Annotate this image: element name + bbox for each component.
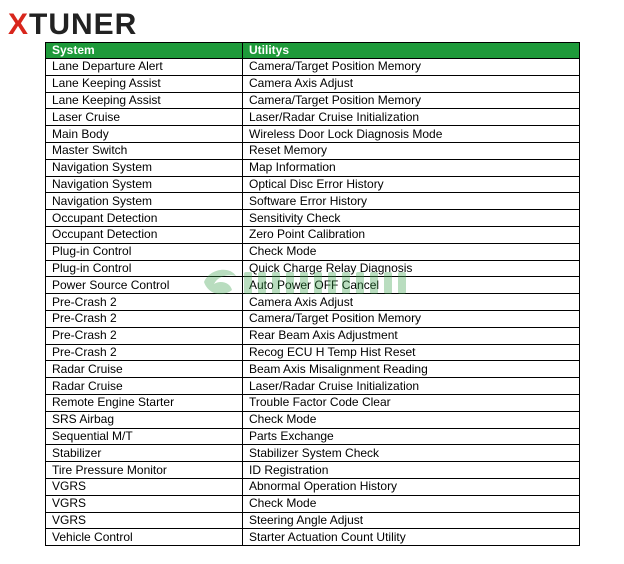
cell-system: Pre-Crash 2 <box>46 310 243 327</box>
cell-utility: ID Registration <box>243 462 580 479</box>
table-row <box>46 445 580 462</box>
table-row <box>46 310 580 327</box>
cell-utility: Camera Axis Adjust <box>243 294 580 311</box>
cell-system: Power Source Control <box>46 277 243 294</box>
table-row <box>46 512 580 529</box>
table-row <box>46 176 580 193</box>
table-row <box>46 478 580 495</box>
cell-utility: Check Mode <box>243 243 580 260</box>
cell-system: Occupant Detection <box>46 226 243 243</box>
cell-utility: Parts Exchange <box>243 428 580 445</box>
cell-utility: Laser/Radar Cruise Initialization <box>243 109 580 126</box>
cell-utility: Camera/Target Position Memory <box>243 59 580 76</box>
utilities-table <box>45 42 580 546</box>
cell-utility: Quick Charge Relay Diagnosis <box>243 260 580 277</box>
table-row <box>46 277 580 294</box>
cell-utility: Optical Disc Error History <box>243 176 580 193</box>
cell-utility: Steering Angle Adjust <box>243 512 580 529</box>
cell-utility: Reset Memory <box>243 142 580 159</box>
cell-system: Tire Pressure Monitor <box>46 462 243 479</box>
table-row <box>46 243 580 260</box>
table-row <box>46 159 580 176</box>
table-row <box>46 59 580 76</box>
cell-system: VGRS <box>46 495 243 512</box>
table-row <box>46 361 580 378</box>
cell-system: Pre-Crash 2 <box>46 344 243 361</box>
cell-utility: Trouble Factor Code Clear <box>243 394 580 411</box>
cell-system: Pre-Crash 2 <box>46 294 243 311</box>
cell-system: Stabilizer <box>46 445 243 462</box>
cell-utility: Sensitivity Check <box>243 210 580 227</box>
cell-utility: Auto Power OFF Cancel <box>243 277 580 294</box>
cell-utility: Map Information <box>243 159 580 176</box>
cell-utility: Starter Actuation Count Utility <box>243 529 580 546</box>
table-row <box>46 75 580 92</box>
header-utilitys: Utilitys <box>243 43 580 59</box>
cell-utility: Wireless Door Lock Diagnosis Mode <box>243 126 580 143</box>
cell-system: Main Body <box>46 126 243 143</box>
cell-system: SRS Airbag <box>46 411 243 428</box>
table-row <box>46 327 580 344</box>
table-body <box>46 59 580 546</box>
table-row <box>46 495 580 512</box>
table-row <box>46 394 580 411</box>
logo-text: TUNER <box>29 8 138 41</box>
cell-system: Radar Cruise <box>46 378 243 395</box>
table-row <box>46 260 580 277</box>
cell-utility: Laser/Radar Cruise Initialization <box>243 378 580 395</box>
cell-utility: Check Mode <box>243 495 580 512</box>
table-row <box>46 462 580 479</box>
cell-system: Vehicle Control <box>46 529 243 546</box>
cell-utility: Check Mode <box>243 411 580 428</box>
cell-utility: Abnormal Operation History <box>243 478 580 495</box>
cell-system: Remote Engine Starter <box>46 394 243 411</box>
cell-utility: Rear Beam Axis Adjustment <box>243 327 580 344</box>
cell-system: Laser Cruise <box>46 109 243 126</box>
cell-system: Navigation System <box>46 159 243 176</box>
table-header-row <box>46 43 580 59</box>
cell-system: Occupant Detection <box>46 210 243 227</box>
table-row <box>46 109 580 126</box>
cell-system: VGRS <box>46 512 243 529</box>
cell-utility: Camera/Target Position Memory <box>243 92 580 109</box>
table-row <box>46 378 580 395</box>
cell-utility: Stabilizer System Check <box>243 445 580 462</box>
cell-utility: Camera/Target Position Memory <box>243 310 580 327</box>
table-row <box>46 142 580 159</box>
cell-utility: Camera Axis Adjust <box>243 75 580 92</box>
logo-x: X <box>8 8 30 41</box>
cell-system: Lane Departure Alert <box>46 59 243 76</box>
cell-system: Radar Cruise <box>46 361 243 378</box>
cell-system: Navigation System <box>46 176 243 193</box>
cell-utility: Zero Point Calibration <box>243 226 580 243</box>
table-row <box>46 411 580 428</box>
cell-utility: Recog ECU H Temp Hist Reset <box>243 344 580 361</box>
cell-utility: Beam Axis Misalignment Reading <box>243 361 580 378</box>
header-system: System <box>46 43 243 59</box>
cell-system: Pre-Crash 2 <box>46 327 243 344</box>
xtuner-logo <box>8 10 137 40</box>
cell-system: Plug-in Control <box>46 243 243 260</box>
table-row <box>46 210 580 227</box>
cell-system: Lane Keeping Assist <box>46 92 243 109</box>
table-row <box>46 226 580 243</box>
cell-system: VGRS <box>46 478 243 495</box>
table-row <box>46 193 580 210</box>
utilities-table-container <box>45 42 579 546</box>
cell-utility: Software Error History <box>243 193 580 210</box>
cell-system: Sequential M/T <box>46 428 243 445</box>
cell-system: Lane Keeping Assist <box>46 75 243 92</box>
table-row <box>46 294 580 311</box>
table-row <box>46 428 580 445</box>
table-row <box>46 529 580 546</box>
table-row <box>46 126 580 143</box>
cell-system: Navigation System <box>46 193 243 210</box>
table-row <box>46 92 580 109</box>
cell-system: Master Switch <box>46 142 243 159</box>
cell-system: Plug-in Control <box>46 260 243 277</box>
table-row <box>46 344 580 361</box>
